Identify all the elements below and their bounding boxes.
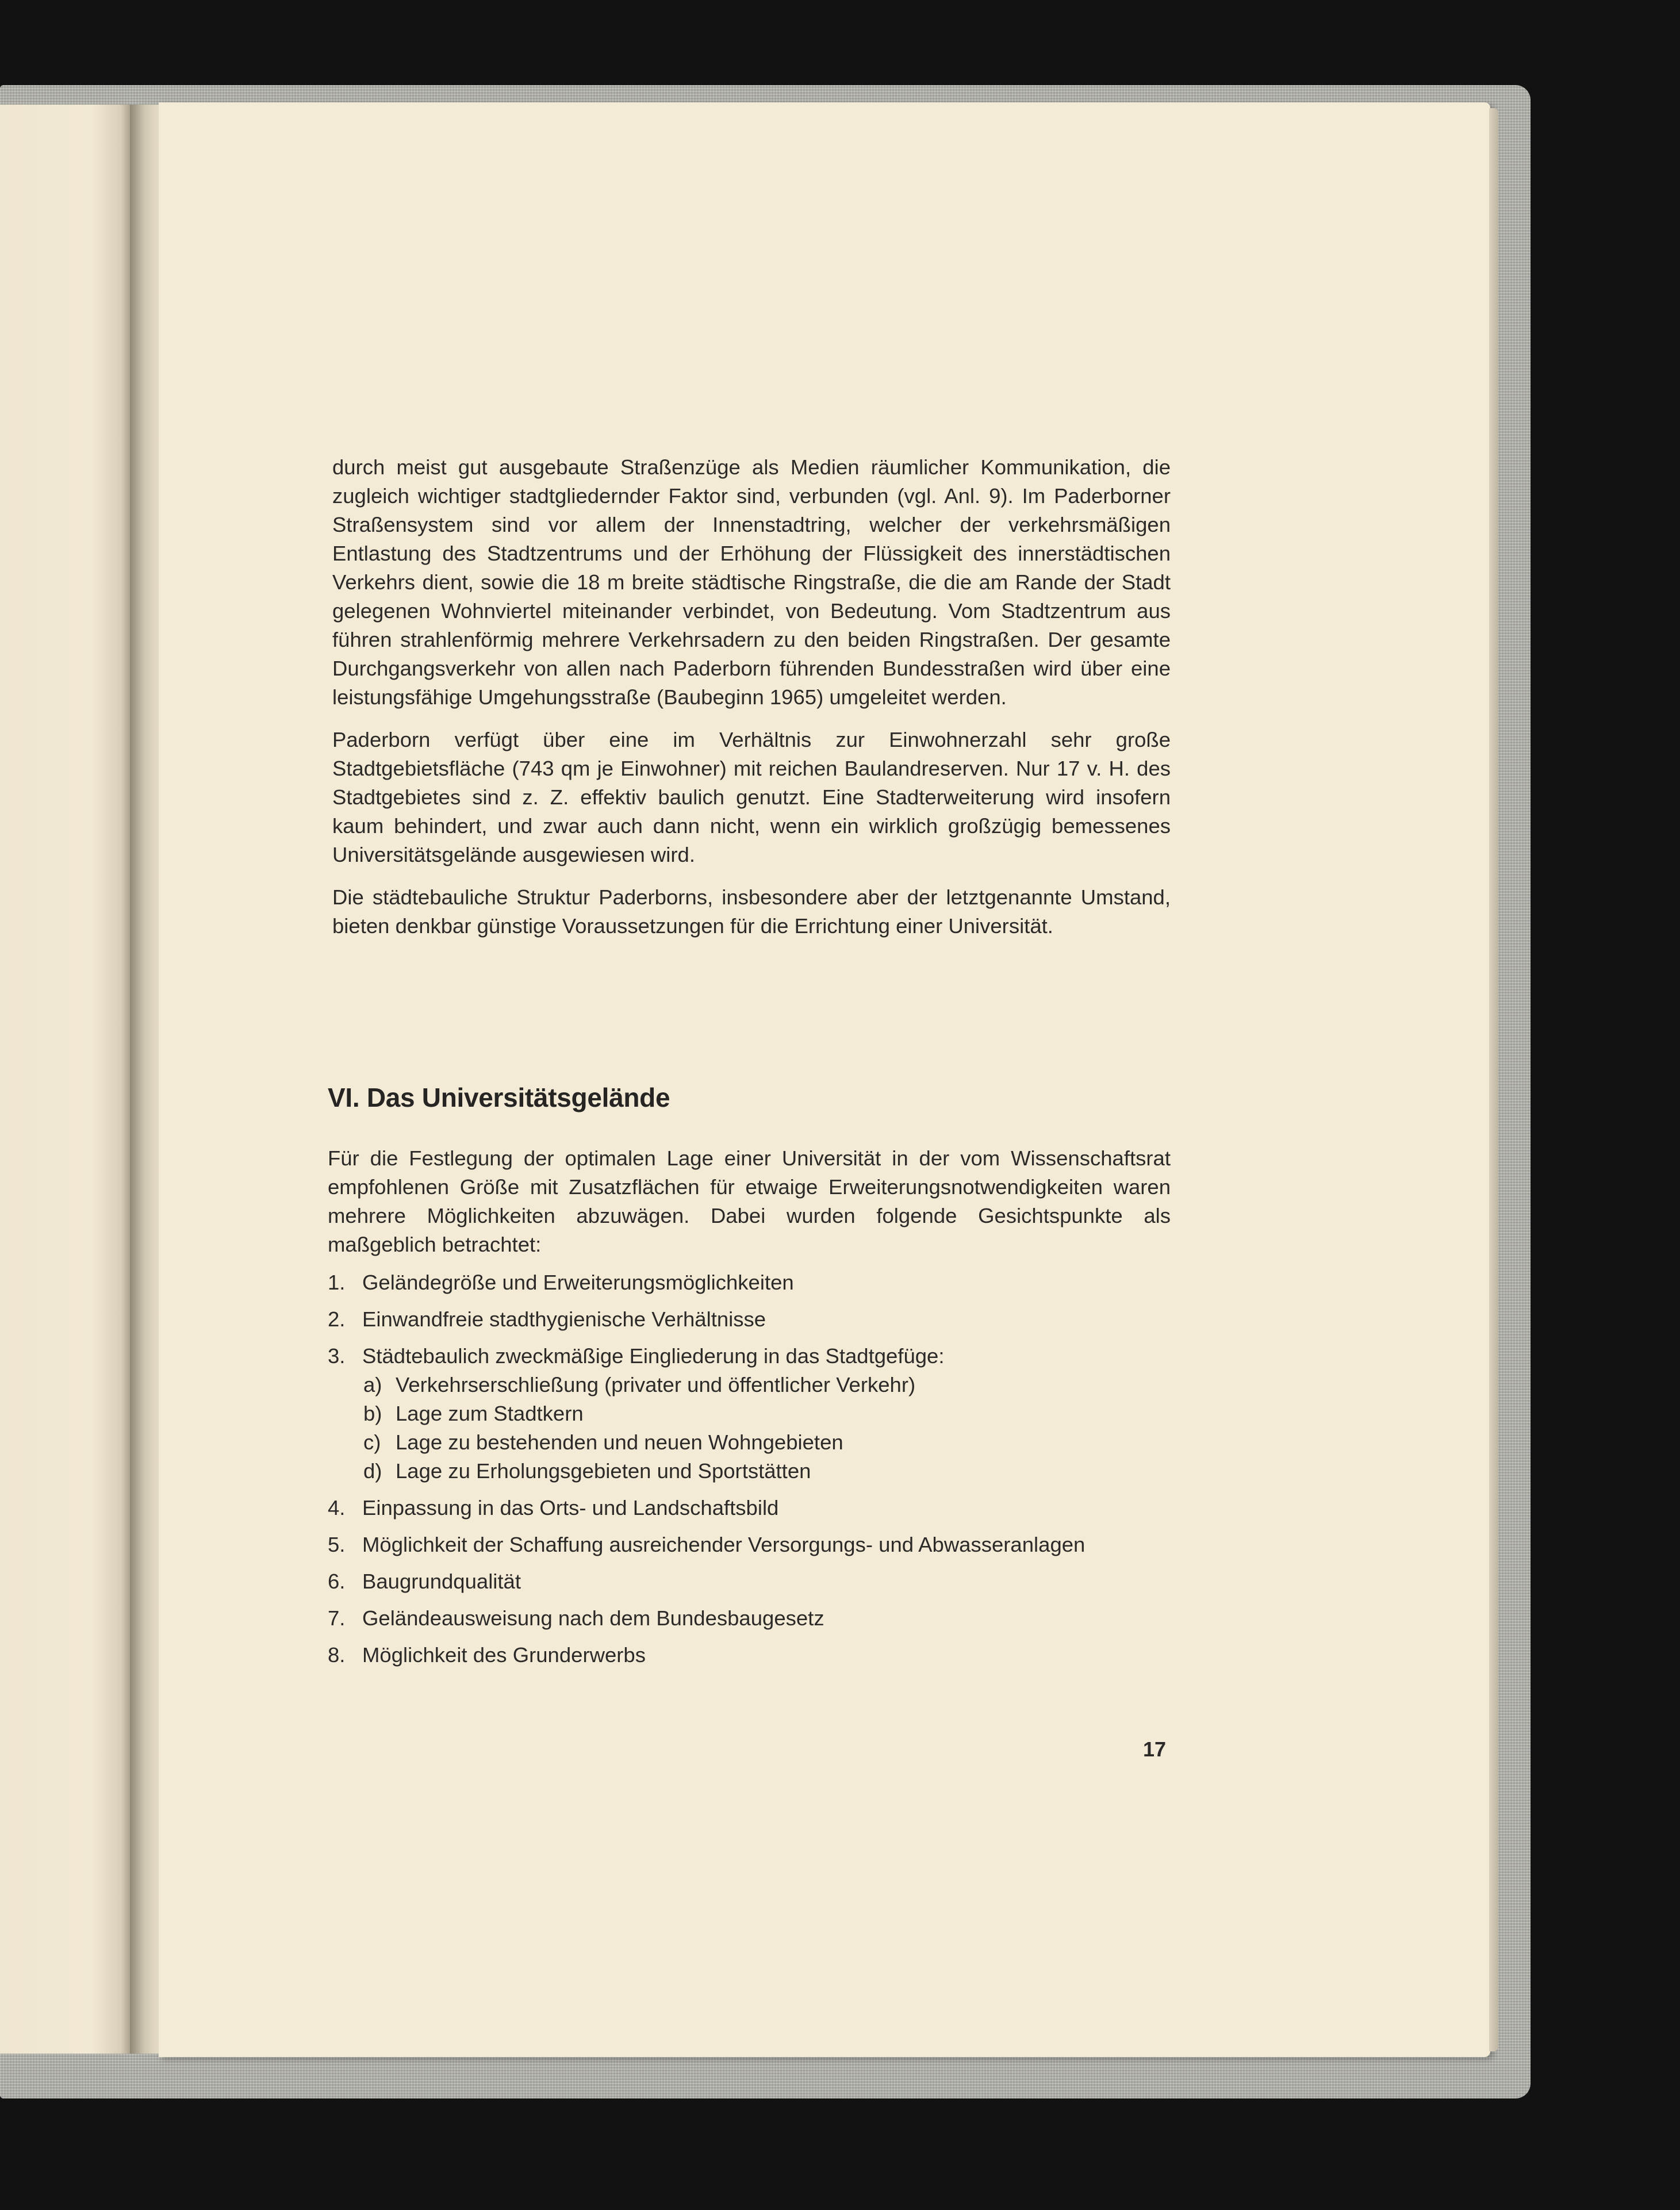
paragraph-2: Paderborn verfügt über eine im Verhältnis zur Einwohnerzahl sehr große Stadtgebietsfläche (743 qm je Einwohner) mit reichen Baulandreserven. Nur 17 v. H. des Stadtgebietes sind z. Z. effektiv baulich genutzt. Eine Stadterweiterung wird insofern kaum behindert, und zwar auch dann nicht, wenn ein wirklich großzügig bemessenes Universitätsgelände ausgewiesen wird.: [332, 728, 1171, 866]
list-item-text: Möglichkeit des Grunderwerbs: [362, 1643, 646, 1667]
sub-list-label: d): [363, 1459, 382, 1483]
sub-list: [362, 1371, 1179, 1486]
list-item-number: 2.: [328, 1307, 346, 1331]
section-heading: VI. Das Universitätsgelände: [328, 1083, 670, 1112]
sub-list-text: Verkehrserschließung (privater und öffentlicher Verkehr): [396, 1373, 916, 1396]
sub-list-item: [362, 1457, 1179, 1486]
paragraph-1: durch meist gut ausgebaute Straßenzüge als Medien räumlicher Kommunikation, die zugleich wichtiger stadtgliedernder Faktor sind, verbunden (vgl. Anl. 9). Im Paderborner Straßensystem sind vor allem der Innenstadtring, welcher der verkehrsmäßigen Entlastung des Stadtzentrums und der Erhöhung der Flüssigkeit des innerstädtischen Verkehrs dient, sowie die 18 m breite städtische Ringstraße, die die am Rande der Stadt gelegenen Wohnviertel miteinander verbindet, von Bedeutung. Vom Stadtzentrum aus führen strahlenförmig mehrere Verkehrsadern zu den beiden Ringstraßen. Der gesamte Durchgangsverkehr von allen nach Paderborn führenden Bundesstraßen wird über eine leistungsfähige Umgehungsstraße (Baubeginn 1965) umgeleitet werden.: [332, 455, 1171, 709]
list-item-text: Städtebaulich zweckmäßige Eingliederung in das Stadtgefüge:: [362, 1344, 945, 1368]
list-item: [328, 1604, 1179, 1633]
section-intro: [328, 1144, 1171, 1259]
list-item-text: Baugrundqualität: [362, 1570, 521, 1593]
list-item-text: Geländegröße und Erweiterungsmöglichkeiten: [362, 1271, 794, 1294]
sub-list-label: b): [363, 1402, 382, 1425]
sub-list-label: a): [363, 1373, 382, 1396]
list-item: [328, 1342, 1179, 1486]
book-gutter: [130, 105, 162, 2054]
list-item-number: 5.: [328, 1533, 346, 1556]
sub-list-label: c): [363, 1430, 381, 1454]
list-item-number: 1.: [328, 1271, 346, 1294]
previous-page: [0, 105, 131, 2054]
paragraph-3: Die städtebauliche Struktur Paderborns, insbesondere aber der letztgenannte Umstand, bieten denkbar günstige Voraussetzungen für die Errichtung einer Universität.: [332, 885, 1171, 938]
list-item: [328, 1305, 1179, 1334]
list-item-text: Möglichkeit der Schaffung ausreichender Versorgungs- und Abwasseranlagen: [362, 1533, 1086, 1556]
intro-paragraph: Für die Festlegung der optimalen Lage einer Universität in der vom Wissenschaftsrat empfohlenen Größe mit Zusatzflächen für etwaige Erweiterungsnotwendigkeiten waren mehrere Möglichkeiten abzuwägen. Dabei wurden folgende Gesichtspunkte als maßgeblich betrachtet:: [328, 1146, 1171, 1256]
list-item-text: Geländeausweisung nach dem Bundesbaugesetz: [362, 1606, 824, 1630]
list-item: [328, 1530, 1179, 1559]
body-text: [332, 453, 1171, 941]
sub-list-item: [362, 1399, 1179, 1428]
list-item-number: 8.: [328, 1643, 346, 1667]
list-item: [328, 1494, 1179, 1522]
sub-list-text: Lage zu Erholungsgebieten und Sportstätten: [396, 1459, 811, 1483]
list-item-text: Einwandfreie stadthygienische Verhältnisse: [362, 1307, 766, 1331]
sub-list-text: Lage zu bestehenden und neuen Wohngebieten: [396, 1430, 843, 1454]
list-item-number: 7.: [328, 1606, 346, 1630]
list-item-number: 4.: [328, 1496, 346, 1520]
list-item-number: 6.: [328, 1570, 346, 1593]
page-edge: [1489, 108, 1498, 2051]
list-item-number: 3.: [328, 1344, 346, 1368]
list-item: [328, 1567, 1179, 1596]
list-item: [328, 1268, 1179, 1297]
sub-list-item: [362, 1428, 1179, 1457]
document-page: [159, 102, 1490, 2057]
page-number: 17: [1143, 1737, 1167, 1761]
criteria-list: [328, 1268, 1179, 1678]
sub-list-item: [362, 1371, 1179, 1399]
sub-list-text: Lage zum Stadtkern: [396, 1402, 584, 1425]
list-item-text: Einpassung in das Orts- und Landschaftsbild: [362, 1496, 779, 1520]
list-item: [328, 1641, 1179, 1670]
